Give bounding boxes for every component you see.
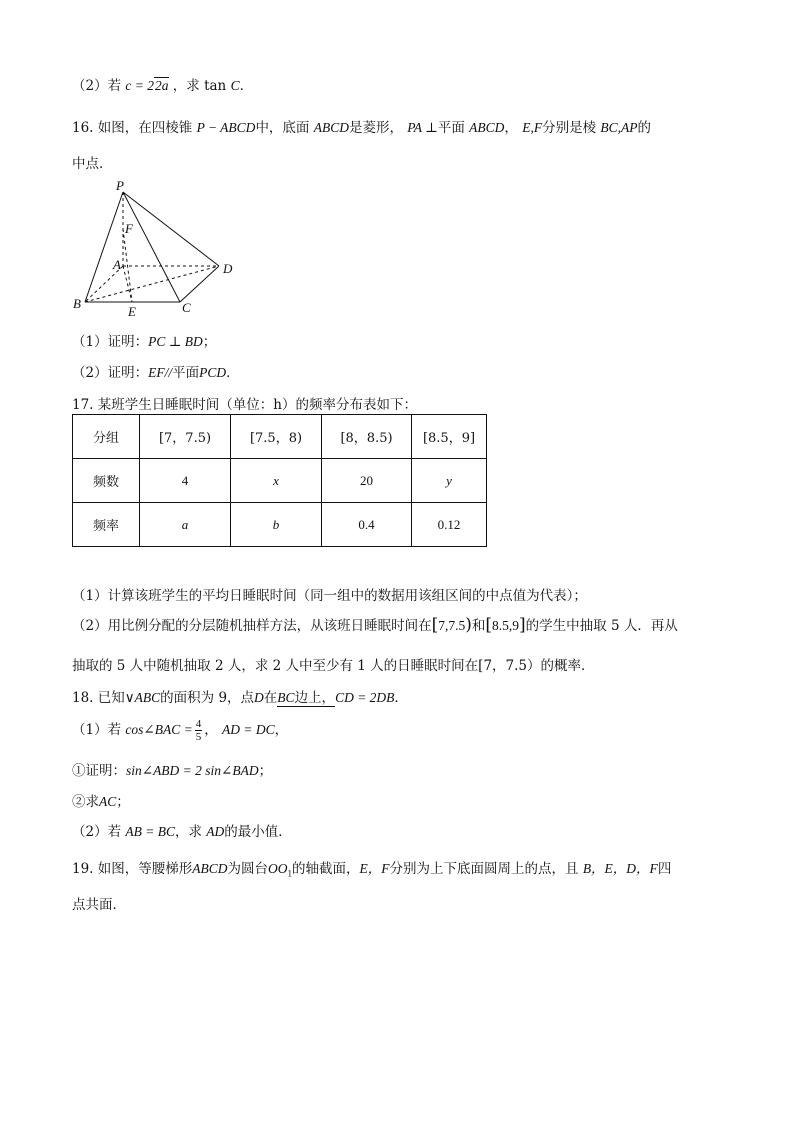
edge-ae-hidden (123, 266, 132, 302)
label-b: B (73, 296, 81, 311)
table-cell: 频数 (73, 459, 140, 503)
q17-part2-text: （2）用比例分配的分层随机抽样方法，从该班日睡眠时间在 (72, 618, 432, 634)
q17-part2-and: 和 (471, 618, 486, 634)
table-cell: 0.4 (322, 503, 412, 547)
table-cell: [7.5，8) (231, 415, 322, 459)
fraction (195, 718, 203, 743)
q16-part2-label: （2）证明： (72, 365, 149, 381)
table-cell: 20 (322, 459, 412, 503)
q18-text: ， (274, 722, 289, 738)
table-cell: 分组 (73, 415, 140, 459)
q16-part1-expr: PC ⊥ BD (148, 334, 203, 349)
q15-part2-var: C (230, 78, 240, 93)
q18-text: ； (116, 794, 130, 810)
q19-text: 四 (657, 861, 672, 877)
q16-part2-pcd: PCD (199, 365, 227, 380)
q19-points: B，E，D，F (582, 861, 658, 876)
q18-ac: AC (99, 794, 117, 809)
edge-pc (123, 192, 180, 302)
q18-text: 边上， (294, 690, 336, 706)
table-cell: 0.12 (412, 503, 487, 547)
q18-text: 的最小值． (224, 824, 292, 840)
q19-text: 的轴截面， (292, 861, 360, 877)
q18-sub1-expr: sin∠ABD = 2 sin∠BAD (126, 763, 259, 778)
q18-bc: BC (277, 690, 295, 705)
table-row (73, 503, 487, 547)
table-cell: x (231, 459, 322, 503)
q16-edges: BC,AP (600, 120, 638, 135)
table-cell: a (140, 503, 231, 547)
q19-ef: E，F (359, 861, 390, 876)
q16-part2 (72, 361, 240, 381)
q16-part2-expr: EF// (148, 365, 173, 380)
q15-part2-expr: c = 2 (125, 78, 154, 93)
q17-stem: 17. 某班学生日睡眠时间（单位：h）的频率分布表如下： (72, 397, 417, 413)
q16-text: 平面 (437, 120, 465, 136)
q17-part1: （1）计算该班学生的平均日睡眠时间（同一组中的数据用该组区间的中点值为代表）； (72, 588, 587, 604)
q18-text: ； (258, 763, 273, 779)
table-cell: b (231, 503, 322, 547)
label-a: A (113, 257, 121, 272)
q18-text: ． (394, 690, 408, 706)
q18-part2-expr: AB = BC (125, 824, 175, 839)
q16-plane-abcd: ABCD (469, 120, 505, 135)
q19-oo1: OO (268, 861, 288, 876)
q19-stem-line2: 点共面． (72, 897, 126, 913)
q16-text: 分别是棱 (542, 120, 597, 136)
q16-part1-label: （1）证明： (72, 334, 149, 350)
q17-part2-text: 的学生中抽取 5 人．再从 (525, 618, 678, 634)
q19-subscript: 1 (287, 868, 293, 879)
label-d: D (223, 261, 233, 276)
label-f: F (125, 221, 133, 236)
q18-point-d: D (254, 690, 264, 705)
bracket-open: [ (485, 615, 493, 635)
q16-part2-plane: 平面 (172, 365, 200, 381)
table-cell: [8.5，9] (412, 415, 487, 459)
pyramid-figure (72, 178, 242, 318)
q18-cos: cos∠BAC = (125, 722, 193, 737)
q19-abcd: ABCD (192, 861, 228, 876)
q15-part2-end: ． (239, 78, 254, 94)
q16-text: ， (504, 120, 518, 136)
q16-stem-line1 (72, 116, 651, 136)
q16-text: 中，底面 (255, 120, 310, 136)
q19-stem-line1 (72, 857, 671, 879)
table-row (73, 459, 487, 503)
q18-sub2-label: ②求 (72, 794, 99, 810)
q16-pa-perp: PA ⊥ (407, 120, 438, 135)
q16-ef: E,F (522, 120, 543, 135)
q19-text: 19. 如图，等腰梯形 (72, 861, 193, 877)
q15-part2-sqrt: 2a (155, 78, 169, 93)
q18-ad-dc: AD = DC (221, 722, 275, 737)
q16-number: 16. 如图，在四棱锥 (72, 120, 193, 136)
table-cell: 4 (140, 459, 231, 503)
q18-part1-label: （1）若 (72, 722, 122, 738)
q16-text: 是菱形， (348, 120, 403, 136)
edge-pb (85, 192, 123, 302)
q17-part2 (72, 614, 678, 635)
q18-part2-ad: AD (206, 824, 225, 839)
q18-text: 的面积为 9，点 (160, 690, 255, 706)
q16-pyramid: P − ABCD (196, 120, 256, 135)
q18-text: 在 (263, 690, 278, 706)
q15-part2-label: （2）若 (72, 78, 122, 94)
table-cell: [8，8.5) (322, 415, 412, 459)
q18-text: ，求 (175, 824, 202, 840)
q16-part1 (72, 330, 216, 350)
q17-part2-line2: 抽取的 5 人中随机抽取 2 人，求 2 人中至少有 1 人的日睡眠时间在[7，7.5）的概率． (72, 658, 595, 674)
q15-part2-tail: ，求 tan (172, 78, 227, 94)
q16-stem-line2: 中点． (72, 156, 113, 172)
q19-text: 分别为上下底面圆周上的点，且 (389, 861, 579, 877)
label-p: P (116, 178, 124, 193)
q16-base: ABCD (313, 120, 349, 135)
bracket-open: [ (431, 615, 439, 635)
fraction-numerator: 4 (195, 718, 202, 730)
edge-pd (123, 192, 219, 266)
q18-text: 18. 已知 (72, 690, 125, 706)
q18-part2 (72, 820, 292, 840)
bracket-close: ) (465, 615, 472, 635)
bracket-close: ] (519, 615, 526, 635)
q16-part2-end: ． (226, 365, 240, 381)
table-cell: 频率 (73, 503, 140, 547)
q17-interval-2: 8.5,9 (492, 618, 520, 633)
table-cell: y (412, 459, 487, 503)
label-c: C (182, 300, 191, 315)
fraction-denominator: 5 (195, 731, 202, 743)
edge-cd (180, 266, 219, 302)
q18-part2-label: （2）若 (72, 824, 122, 840)
q18-sub1-label: ①证明： (72, 763, 126, 779)
q19-text: 为圆台 (227, 861, 269, 877)
q17-interval-1: 7,7.5 (438, 618, 466, 633)
q18-triangle: ∨ABC (124, 690, 161, 705)
table-cell: [7，7.5) (140, 415, 231, 459)
q15-part2 (72, 74, 253, 94)
table-row (73, 415, 487, 459)
q16-text: 的 (637, 120, 652, 136)
label-e: E (128, 304, 136, 318)
q18-part1 (72, 718, 288, 743)
frequency-table (72, 414, 487, 547)
q18-sub2 (72, 790, 130, 810)
q16-part1-end: ； (202, 334, 217, 350)
q18-cd: CD = 2DB (335, 690, 395, 705)
q18-stem (72, 686, 408, 706)
q18-text: ， (204, 722, 218, 738)
q18-sub1 (72, 759, 272, 779)
